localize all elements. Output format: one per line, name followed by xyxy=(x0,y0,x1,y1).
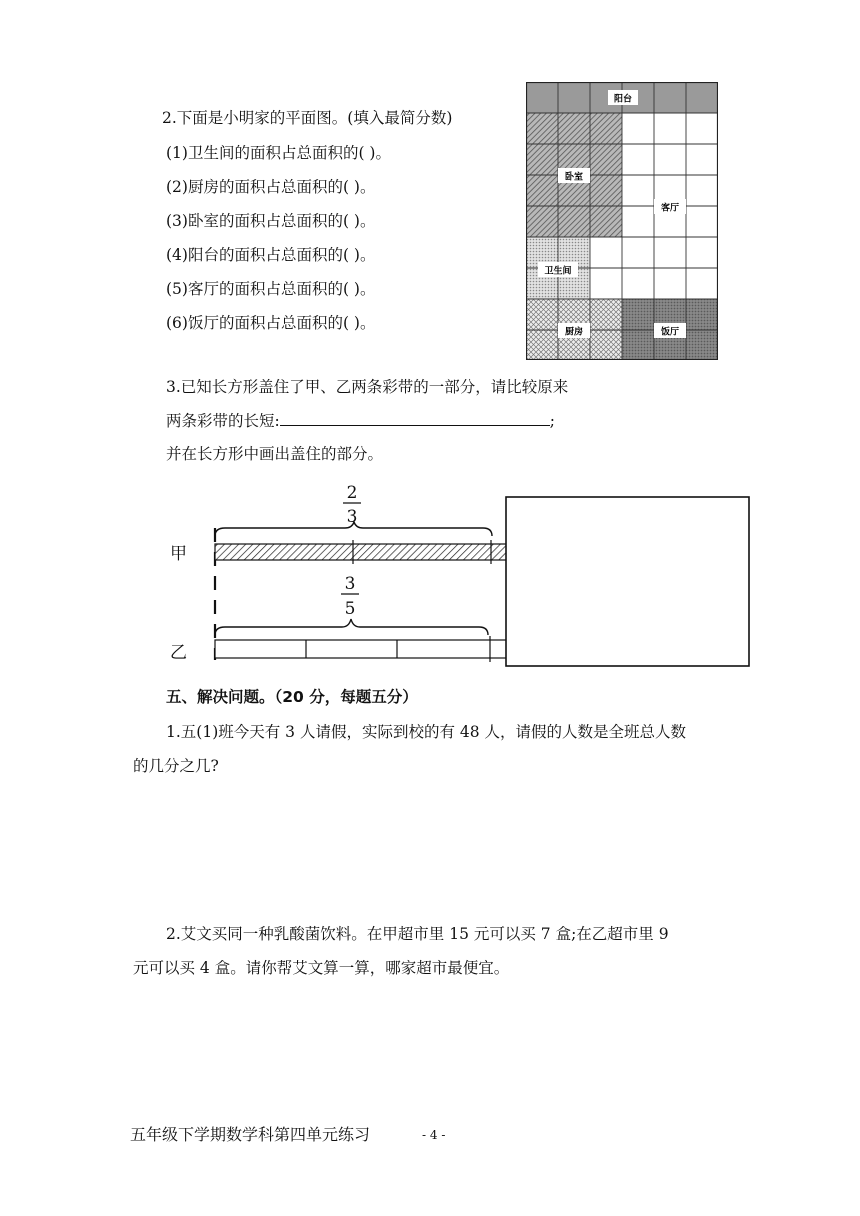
jia-fraction-denominator: 3 xyxy=(346,507,358,527)
covering-rectangle[interactable] xyxy=(506,497,749,666)
q2-item-5: (5)客厅的面积占总面积的( )。 xyxy=(166,280,376,298)
q2-item-1: (1)卫生间的面积占总面积的( )。 xyxy=(166,144,391,162)
section5-heading: 五、解决问题。（20 分，每题五分） xyxy=(166,688,418,706)
jia-brace xyxy=(215,522,492,536)
yi-fraction-denominator: 5 xyxy=(344,599,356,619)
footer-title: 五年级下学期数学科第四单元练习 xyxy=(130,1125,371,1144)
q2-title: 2.下面是小明家的平面图。(填入最简分数) xyxy=(162,109,453,127)
yi-brace xyxy=(215,619,488,635)
q2-item-4: (4)阳台的面积占总面积的( )。 xyxy=(166,246,376,264)
q3-line2-suffix: ; xyxy=(549,412,555,430)
q2-item-3: (3)卧室的面积占总面积的( )。 xyxy=(166,212,376,230)
jia-fraction-numerator: 2 xyxy=(346,483,358,503)
problem1-line1: 1.五(1)班今天有 3 人请假，实际到校的有 48 人，请假的人数是全班总人数 xyxy=(166,723,687,741)
q2-item-2: (2)厨房的面积占总面积的( )。 xyxy=(166,178,376,196)
plan-label-balcony: 阳台 xyxy=(613,94,633,105)
plan-label-bedroom: 卧室 xyxy=(564,172,584,183)
plan-label-living: 客厅 xyxy=(660,203,680,214)
problem1-line2: 的几分之几? xyxy=(133,757,219,775)
page-number: - 4 - xyxy=(422,1128,446,1142)
ribbon-diagram xyxy=(170,478,755,670)
plan-label-dining: 饭厅 xyxy=(660,327,680,338)
plan-label-kitchen: 厨房 xyxy=(564,327,584,338)
q2-item-6: (6)饭厅的面积占总面积的( )。 xyxy=(166,314,376,332)
yi-ribbon xyxy=(215,640,507,658)
problem2-line1: 2.艾文买同一种乳酸菌饮料。在甲超市里 15 元可以买 7 盒;在乙超市里 9 xyxy=(166,925,669,943)
q3-line1: 3.已知长方形盖住了甲、乙两条彩带的一部分，请比较原来 xyxy=(166,378,569,396)
q3-line3: 并在长方形中画出盖住的部分。 xyxy=(166,445,384,463)
floor-plan xyxy=(526,82,718,360)
problem2-line2: 元可以买 4 盒。请你帮艾文算一算，哪家超市最便宜。 xyxy=(133,959,510,977)
jia-ribbon xyxy=(215,544,507,560)
q3-line2-prefix: 两条彩带的长短: xyxy=(166,412,280,430)
yi-fraction-numerator: 3 xyxy=(344,574,356,594)
q3-line2 xyxy=(166,411,555,431)
plan-label-bathroom: 卫生间 xyxy=(544,266,572,277)
ribbon-label-jia: 甲 xyxy=(170,544,187,564)
answer-blank[interactable] xyxy=(280,411,550,426)
ribbon-label-yi: 乙 xyxy=(170,643,187,663)
